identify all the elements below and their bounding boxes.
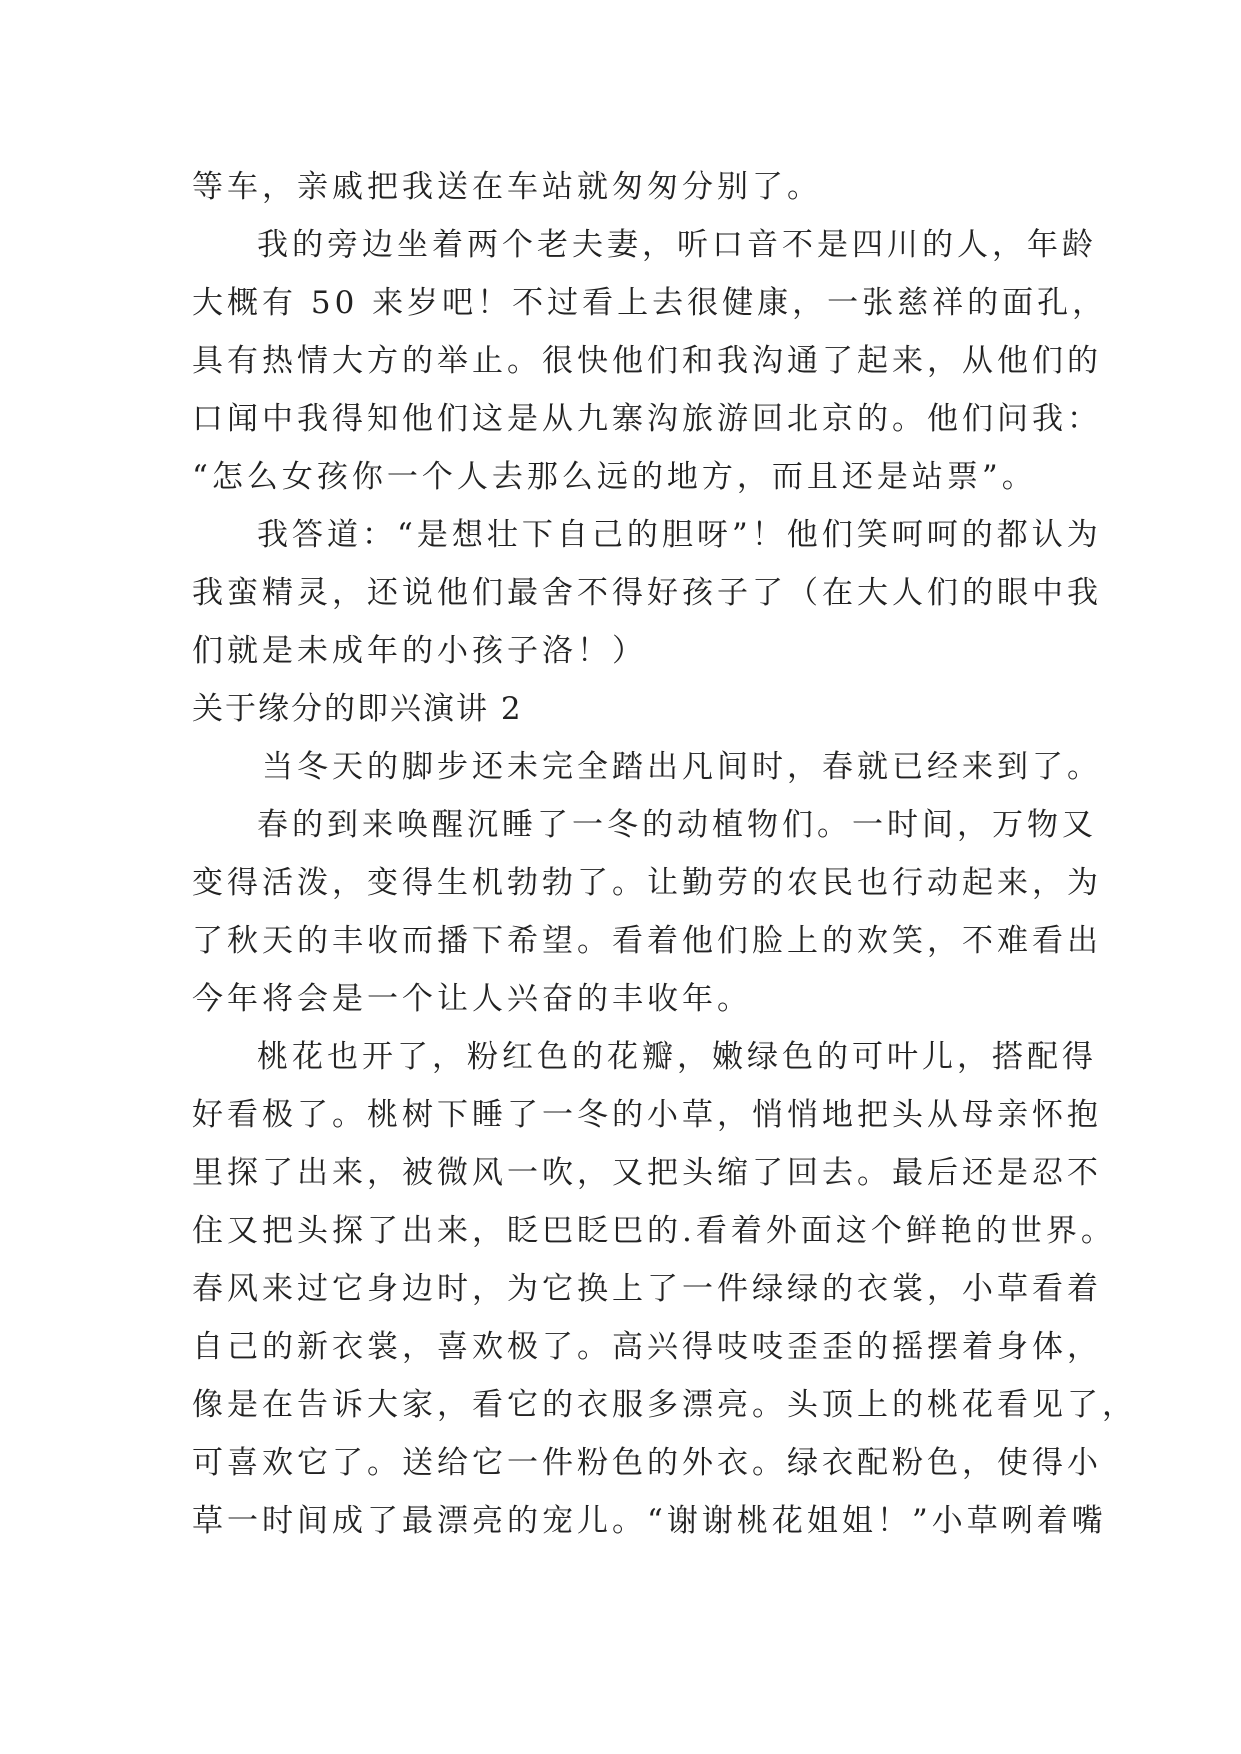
paragraph-start-line: 我答道：“是想壮下自己的胆呀”！他们笑呵呵的都认为: [257, 517, 1102, 553]
paragraph-start-line: 当冬天的脚步还未完全踏出凡间时，春就已经来到了。: [262, 749, 1102, 785]
paragraph-start-line: 春的到来唤醒沉睡了一冬的动植物们。一时间，万物又: [257, 807, 1097, 843]
text-line: 今年将会是一个让人兴奋的丰收年。: [192, 981, 752, 1017]
text-line: 大概有 50 来岁吧！不过看上去很健康，一张慈祥的面孔，: [192, 285, 1108, 321]
text-line: 春风来过它身边时，为它换上了一件绿绿的衣裳，小草看着: [192, 1271, 1102, 1307]
text-line: 等车，亲戚把我送在车站就匆匆分别了。: [192, 169, 822, 205]
text-line: 住又把头探了出来，眨巴眨巴的.看着外面这个鲜艳的世界。: [192, 1213, 1116, 1249]
text-line: 了秋天的丰收而播下希望。看着他们脸上的欢笑，不难看出: [192, 923, 1102, 959]
text-line: 可喜欢它了。送给它一件粉色的外衣。绿衣配粉色，使得小: [192, 1445, 1102, 1481]
paragraph-start-line: 我的旁边坐着两个老夫妻，听口音不是四川的人，年龄: [257, 227, 1097, 263]
text-line: 变得活泼，变得生机勃勃了。让勤劳的农民也行动起来，为: [192, 865, 1102, 901]
document-body: [192, 158, 1137, 1550]
text-line: 好看极了。桃树下睡了一冬的小草，悄悄地把头从母亲怀抱: [192, 1097, 1102, 1133]
text-line: 自己的新衣裳，喜欢极了。高兴得吱吱歪歪的摇摆着身体，: [192, 1329, 1102, 1365]
paragraph-start-line: 桃花也开了，粉红色的花瓣，嫩绿色的可叶儿，搭配得: [257, 1039, 1097, 1075]
text-line: 们就是未成年的小孩子洛！）: [192, 633, 647, 669]
text-line: 我蛮精灵，还说他们最舍不得好孩子了（在大人们的眼中我: [192, 575, 1102, 611]
section-heading: 关于缘分的即兴演讲 2: [192, 691, 523, 727]
text-line: 草一时间成了最漂亮的宠儿。“谢谢桃花姐姐！”小草咧着嘴: [192, 1503, 1107, 1539]
text-line: 口闻中我得知他们这是从九寨沟旅游回北京的。他们问我：: [192, 401, 1102, 437]
text-line: 具有热情大方的举止。很快他们和我沟通了起来，从他们的: [192, 343, 1102, 379]
text-line: “怎么女孩你一个人去那么远的地方，而且还是站票”。: [192, 459, 1037, 495]
text-line: 里探了出来，被微风一吹，又把头缩了回去。最后还是忍不: [192, 1155, 1102, 1191]
text-line: 像是在告诉大家，看它的衣服多漂亮。头顶上的桃花看见了，: [192, 1387, 1137, 1423]
